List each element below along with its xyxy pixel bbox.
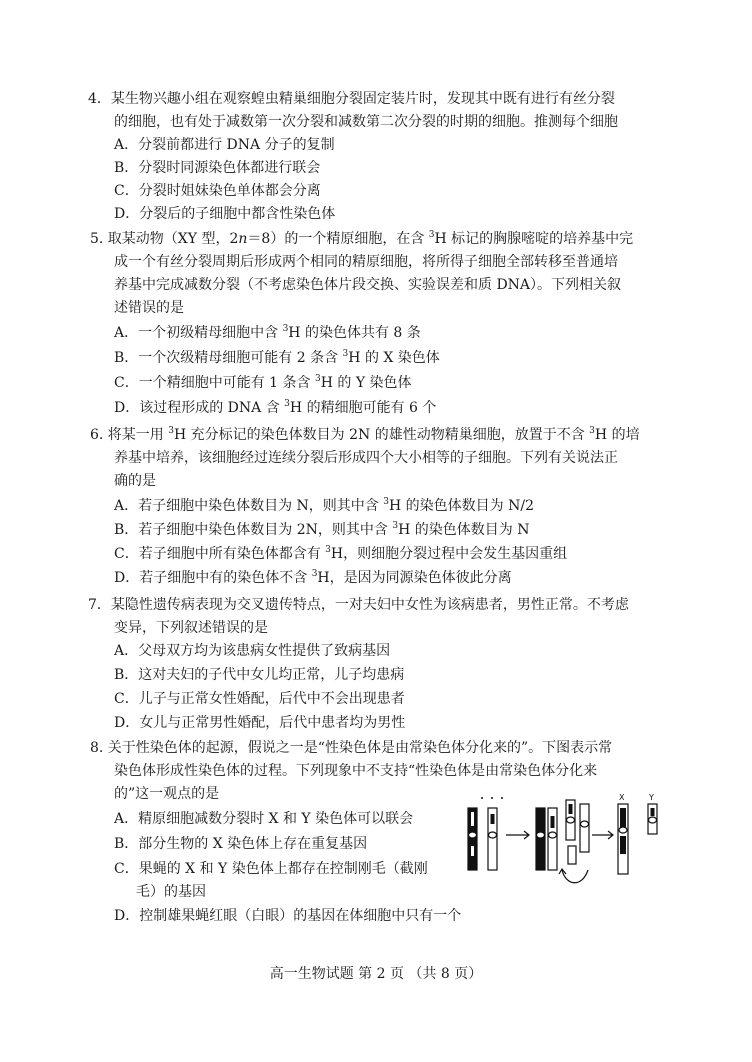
q6-option-b: B．若子细胞中染色体数目为 2N，则其中含 $^3$H 的染色体数目为 N: [114, 521, 530, 538]
page-footer: 高一生物试题 第 2 页 （共 8 页）: [269, 966, 483, 982]
q8-option-d: D．控制雄果蝇红眼（白眼）的基因在体细胞中只有一个: [114, 908, 462, 924]
q6-option-c: C．若子细胞中所有染色体都含有 $^3$H，则细胞分裂过程中会发生基因重组: [114, 545, 568, 562]
q5-stem-line1: 5. 取某动物（XY 型，2n＝8）的一个精原细胞，在含 $^3$H 标记的胸腺嘧啶的培养基中完: [90, 230, 634, 247]
q7-option-b: B．这对夫妇的子代中女儿均正常，儿子均患病: [114, 667, 405, 683]
q4-stem-line2: 的细胞，也有处于减数第一次分裂和减数第二次分裂的时期的细胞。推测每个细胞: [114, 114, 618, 130]
q6-stem-line3: 确的是: [114, 473, 156, 489]
q5-stem-line3: 养基中完成减数分裂（不考虑染色体片段交换、实验误差和质 DNA）。下列相关叙: [114, 277, 622, 293]
q5-option-c: C．一个精细胞中可能有 1 条含 $^3$H 的 Y 染色体: [114, 374, 412, 391]
x-chromosome: [618, 804, 628, 874]
q5-option-b: B．一个次级精母细胞可能有 2 条含 $^3$H 的 X 染色体: [114, 349, 440, 366]
q7-option-c: C．儿子与正常女性婚配，后代中不会出现患者: [114, 691, 405, 707]
q8-stem-line1: 8. 关于性染色体的起源，假说之一是“性染色体是由常染色体分化来的”。下图表示常: [90, 740, 613, 756]
q4-stem-line1: 4．某生物兴趣小组在观察蝗虫精巢细胞分裂固定装片时，发现其中既有进行有丝分裂: [88, 91, 615, 107]
q4-option-a: A．分裂前都进行 DNA 分子的复制: [114, 137, 335, 153]
q7-option-a: A．父母双方均为该患病女性提供了致病基因: [114, 643, 391, 659]
stage2-chromosome-pair: [536, 808, 557, 870]
chromosome-evolution-figure: [462, 790, 684, 890]
x-label: X: [619, 793, 625, 802]
q4-option-d: D．分裂后的子细胞中都含性染色体: [114, 206, 336, 222]
q6-option-a: A．若子细胞中染色体数目为 N，则其中含 $^3$H 的染色体数目为 N/2: [114, 497, 534, 514]
q7-stem-line1: 7．某隐性遗传病表现为交叉遗传特点，一对夫妇中女性为该病患者，男性正常。不考虑: [88, 597, 629, 613]
stage1-chromosome-pair: [468, 808, 497, 870]
q4-option-c: C．分裂时姐妹染色单体都会分离: [114, 183, 321, 199]
q8-stem-line3: 的”这一观点的是: [114, 786, 220, 802]
q8-stem-line2: 染色体形成性染色体的过程。下列现象中不支持“性染色体是由常染色体分化来: [114, 763, 598, 779]
q8-option-c-line1: C．果蝇的 X 和 Y 染色体上都存在控制刚毛（截刚: [114, 861, 428, 877]
y-chromosome: [648, 804, 657, 834]
q6-option-d: D．若子细胞中有的染色体不含 $^3$H，是因为同源染色体彼此分离: [114, 569, 512, 586]
q4-option-b: B．分裂时同源染色体都进行联会: [114, 160, 321, 176]
q5-stem-line2: 成一个有丝分裂周期后形成两个相同的精原细胞，将所得子细胞全部转移至普通培: [114, 254, 618, 270]
q7-option-d: D．女儿与正常男性婚配，后代中患者均为男性: [114, 715, 406, 731]
q5-option-d: D．该过程形成的 DNA 含 $^3$H 的精细胞可能有 6 个: [114, 399, 437, 416]
q8-option-a: A．精原细胞减数分裂时 X 和 Y 染色体可以联会: [114, 811, 414, 827]
q5-option-a: A．一个初级精母细胞中含 $^3$H 的染色体共有 8 条: [114, 324, 421, 341]
q8-option-c-line2: 毛）的基因: [136, 884, 206, 900]
stage3-chromosome-pair: [566, 800, 589, 864]
y-label: Y: [649, 793, 654, 802]
q7-stem-line2: 变异，下列叙述错误的是: [114, 620, 268, 636]
q8-option-b: B．部分生物的 X 染色体上存在重复基因: [114, 836, 368, 852]
q6-stem-line2: 养基中培养，该细胞经过连续分裂后形成四个大小相等的子细胞。下列有关说法正: [114, 450, 618, 466]
q6-stem-line1: 6. 将某一用 $^3$H 充分标记的染色体数目为 2N 的雄性动物精巢细胞，放置于不含 $^3$H 的培: [90, 426, 640, 443]
q5-stem-line4: 述错误的是: [114, 300, 184, 316]
